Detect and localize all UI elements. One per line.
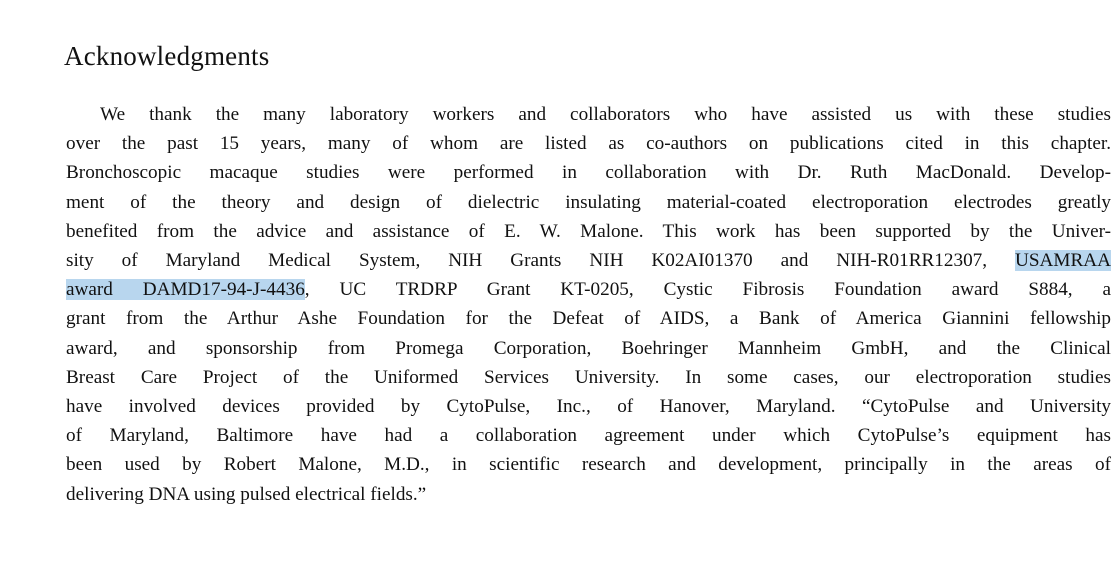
paragraph-line: have involved devices provided by CytoPulse, Inc., of Hanover, Maryland. “CytoPulse and University [66,396,1111,418]
section-heading: Acknowledgments [64,41,270,71]
paragraph-line: benefited from the advice and assistance of E. W. Malone. This work has been supported by the Univer- [66,220,1111,242]
paragraph-line: award, and sponsorship from Promega Corporation, Boehringer Mannheim GmbH, and the Clinical [66,337,1111,359]
paragraph-line: over the past 15 years, many of whom are listed as co-authors on publications cited in this chapter. [66,133,1111,155]
paragraph-line: been used by Robert Malone, M.D., in scientific research and development, principally in the areas of [66,454,1111,476]
paragraph-line: Breast Care Project of the Uniformed Services University. In some cases, our electroporation studies [66,366,1111,388]
paragraph-line: ment of the theory and design of dielectric insulating material-coated electroporation electrodes greatly [66,191,1111,213]
acknowledgments-paragraph [66,100,1111,509]
paragraph-line: Bronchoscopic macaque studies were performed in collaboration with Dr. Ruth MacDonald. Develop- [66,162,1111,184]
paragraph-line: We thank the many laboratory workers and collaborators who have assisted us with these studies [100,104,1111,125]
paragraph-line: delivering DNA using pulsed electrical fields.” [66,483,427,505]
paragraph-line [66,275,1111,304]
paragraph-line: of Maryland, Baltimore have had a collaboration agreement under which CytoPulse’s equipment has [66,425,1111,447]
paragraph-text: sity of Maryland Medical System, NIH Grants NIH K02AI01370 and NIH-R01RR12307, [66,250,1016,272]
highlighted-selection[interactable]: award DAMD17-94-J-4436 [66,279,305,301]
highlighted-selection[interactable]: USAMRAA [1015,250,1111,272]
paragraph-line: grant from the Arthur Ashe Foundation for the Defeat of AIDS, a Bank of America Giannini fellowship [66,308,1111,330]
paragraph-line [66,246,1111,275]
paragraph-text: , UC TRDRP Grant KT-0205, Cystic Fibrosis Foundation award S884, a [304,279,1112,301]
